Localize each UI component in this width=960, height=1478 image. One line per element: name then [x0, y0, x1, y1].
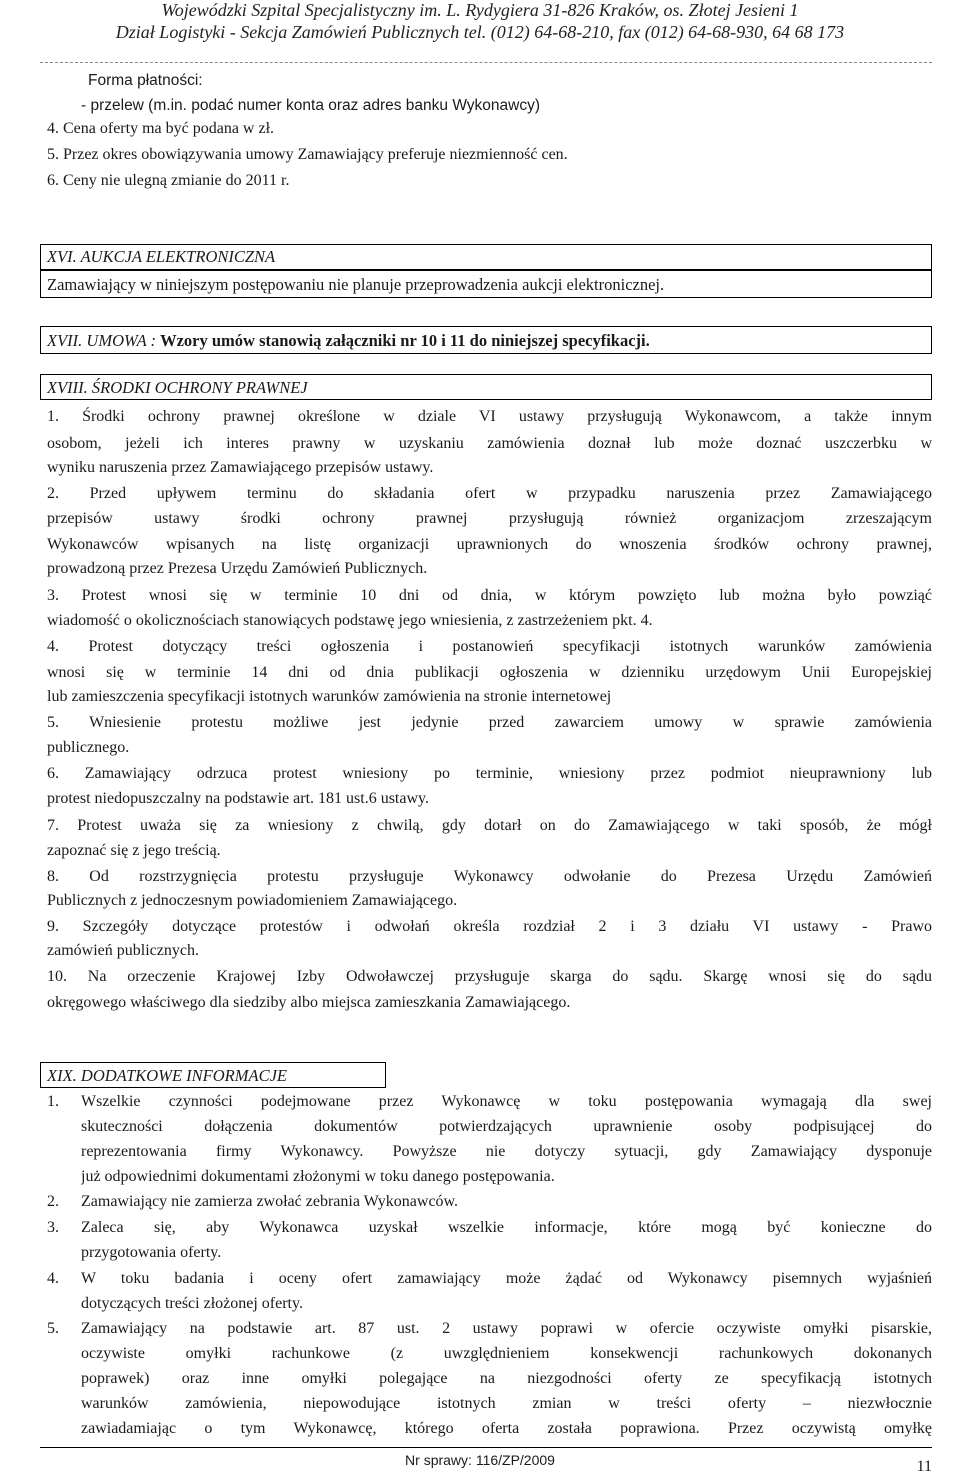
- section-xix-item-number: 5.: [47, 1320, 59, 1337]
- section-xviii-line: 7. Protest uważa się za wniesiony z chwilą, gdy dotarł on do Zamawiającego w taki sposób, że mógł: [47, 817, 932, 834]
- payment-item: - przelew (m.in. podać numer konta oraz adres banku Wykonawcy): [81, 97, 541, 114]
- section-xviii-line: lub zamieszczenia specyfikacji istotnych warunków zamówienia na stronie internetowej: [47, 688, 612, 705]
- section-xix-item-line: Zaleca się, aby Wykonawca uzyskał wszelkie informacje, które mogą być konieczne do: [81, 1219, 932, 1236]
- section-xix-item-line: skuteczności dołączenia dokumentów potwierdzających uprawnienie osoby podpisującej do: [81, 1118, 932, 1135]
- section-xix-item-number: 1.: [47, 1093, 59, 1110]
- section-xviii-line: 5. Wniesienie protestu możliwe jest jedynie przed zawarciem umowy w sprawie zamówienia: [47, 714, 932, 731]
- section-xviii-heading: [40, 374, 932, 400]
- section-xix-number: XIX.: [47, 1066, 77, 1085]
- section-xix-item-line: reprezentowania firmy Wykonawcy. Powyższe nie dotyczy sytuacji, gdy Zamawiający dysponuje: [81, 1143, 932, 1160]
- section-xix-item-line: warunków zamówienia, niepowodujące istotnych zmian w treści oferty – niezwłocznie: [81, 1395, 932, 1412]
- section-xvii-title: UMOWA :: [82, 331, 161, 350]
- section-xix-heading: [40, 1062, 386, 1088]
- section-xviii-line: zamówień publicznych.: [47, 942, 199, 959]
- section-xix-item-line: W toku badania i oceny ofert zamawiający może żądać od Wykonawcy pisemnych wyjaśnień: [81, 1270, 932, 1287]
- payment-title: Forma płatności:: [88, 72, 203, 89]
- payment-point-4: 4. Cena oferty ma być podana w zł.: [47, 120, 275, 137]
- footer-page-number: 11: [916, 1458, 932, 1475]
- section-xviii-line: 2. Przed upływem terminu do składania ofert w przypadku naruszenia przez Zamawiającego: [47, 485, 932, 502]
- section-xviii-line: wnosi się w terminie 14 dni od dnia publikacji ogłoszenia w dzienniku urzędowym Unii Europejskiej: [47, 664, 932, 681]
- section-xix-item-line: Zamawiający na podstawie art. 87 ust. 2 ustawy poprawi w ofercie oczywiste omyłki pisarskie,: [81, 1320, 932, 1337]
- section-xix-item-line: Zamawiający nie zamierza zwołać zebrania Wykonawców.: [81, 1193, 459, 1210]
- section-xviii-line: Publicznych z jednoczesnym powiadomieniem Zamawiającego.: [47, 892, 458, 909]
- header-contact: Dział Logistyki - Sekcja Zamówień Publicznych tel. (012) 64-68-210, fax (012) 64-68-930, 64 68 173: [115, 22, 845, 42]
- footer-divider: [40, 1447, 932, 1448]
- section-xviii-line: Wykonawców wpisanych na listę organizacji uprawnionych do wnoszenia środków ochrony prawnej,: [47, 536, 932, 553]
- payment-point-5: 5. Przez okres obowiązywania umowy Zamawiający preferuje niezmienność cen.: [47, 146, 568, 163]
- section-xvii-number: XVII.: [47, 331, 83, 350]
- header-address: Wojewódzki Szpital Specjalistyczny im. L. Rydygiera 31-826 Kraków, os. Złotej Jesieni 1: [161, 0, 799, 20]
- section-xvi-text: Zamawiający w niniejszym postępowaniu nie planuje przeprowadzenia aukcji elektronicznej.: [47, 275, 665, 294]
- section-xviii-line: 10. Na orzeczenie Krajowej Izby Odwoławczej przysługuje skarga do sądu. Skargę wnosi się do sądu: [47, 968, 932, 985]
- section-xviii-line: 3. Protest wnosi się w terminie 10 dni od dnia, w którym powzięto lub można było powziąć: [47, 587, 932, 604]
- section-xvii-text: Wzory umów stanowią załączniki nr 10 i 11 do niniejszej specyfikacji.: [160, 331, 650, 350]
- section-xix-item-line: przygotowania oferty.: [81, 1244, 222, 1261]
- section-xviii-line: publicznego.: [47, 739, 130, 756]
- footer-case-number: Nr sprawy: 116/ZP/2009: [405, 1452, 555, 1468]
- section-xix-item-line: oczywiste omyłki rachunkowe (z uwzględnieniem konsekwencji rachunkowych dokonanych: [81, 1345, 932, 1362]
- section-xviii-line: 9. Szczegóły dotyczące protestów i odwołań określa rozdział 2 i 3 działu VI ustawy - Prawo: [47, 918, 932, 935]
- section-xvi-title: AUKCJA ELEKTRONICZNA: [76, 247, 276, 266]
- section-xviii-line: 8. Od rozstrzygnięcia protestu przysługuje Wykonawcy odwołanie do Prezesa Urzędu Zamówień: [47, 868, 932, 885]
- section-xix-item-number: 4.: [47, 1270, 59, 1287]
- section-xix-item-number: 2.: [47, 1193, 59, 1210]
- section-xvi-number: XVI.: [47, 247, 77, 266]
- section-xviii-number: XVIII.: [47, 378, 88, 397]
- section-xvi-heading: [40, 244, 932, 270]
- payment-point-6: 6. Ceny nie ulegną zmianie do 2011 r.: [47, 172, 290, 189]
- section-xviii-line: przepisów ustawy środki ochrony prawnej przysługują również organizacjom zrzeszającym: [47, 510, 932, 527]
- section-xix-title: DODATKOWE INFORMACJE: [76, 1066, 287, 1085]
- section-xviii-line: 1. Środki ochrony prawnej określone w dziale VI ustawy przysługują Wykonawcom, a także innym: [47, 408, 932, 425]
- section-xviii-line: protest niedopuszczalny na podstawie art. 181 ust.6 ustawy.: [47, 790, 429, 807]
- section-xviii-line: 4. Protest dotyczący treści ogłoszenia i postanowień specyfikacji istotnych warunków zamówienia: [47, 638, 932, 655]
- section-xviii-line: wyniku naruszenia przez Zamawiającego przepisów ustawy.: [47, 459, 434, 476]
- section-xix-item-number: 3.: [47, 1219, 59, 1236]
- section-xviii-line: okręgowego właściwego dla siedziby albo miejsca zamieszkania Zamawiającego.: [47, 994, 571, 1011]
- section-xvii-heading: [40, 326, 932, 354]
- section-xix-item-line: dotyczących treści złożonej oferty.: [81, 1295, 303, 1312]
- section-xviii-line: wiadomość o okolicznościach stanowiących podstawę jego wniesienia, z zastrzeżeniem pkt. 4.: [47, 612, 653, 629]
- section-xviii-line: osobom, jeżeli ich interes prawny w uzyskaniu zamówienia doznał lub może doznać uszczerbku w: [47, 435, 932, 452]
- section-xviii-line: prowadzoną przez Prezesa Urzędu Zamówień Publicznych.: [47, 560, 428, 577]
- header-divider: [40, 62, 932, 63]
- section-xviii-line: zapoznać się z jego treścią.: [47, 842, 221, 859]
- section-xviii-title: ŚRODKI OCHRONY PRAWNEJ: [87, 378, 308, 397]
- section-xix-item-line: Wszelkie czynności podejmowane przez Wykonawcę w toku postępowania wymagają dla swej: [81, 1093, 932, 1110]
- section-xix-item-line: poprawek) oraz inne omyłki polegające na niezgodności oferty ze specyfikacją istotnych: [81, 1370, 932, 1387]
- section-xvi-body: [40, 270, 932, 298]
- section-xix-item-line: zawiadamiając o tym Wykonawcę, którego oferta została poprawiona. Przez oczywistą omyłkę: [81, 1420, 932, 1437]
- section-xix-item-line: już odpowiednimi dokumentami złożonymi w toku danego postępowania.: [81, 1168, 555, 1185]
- section-xviii-line: 6. Zamawiający odrzuca protest wniesiony po terminie, wniesiony przez podmiot nieuprawniony lub: [47, 765, 932, 782]
